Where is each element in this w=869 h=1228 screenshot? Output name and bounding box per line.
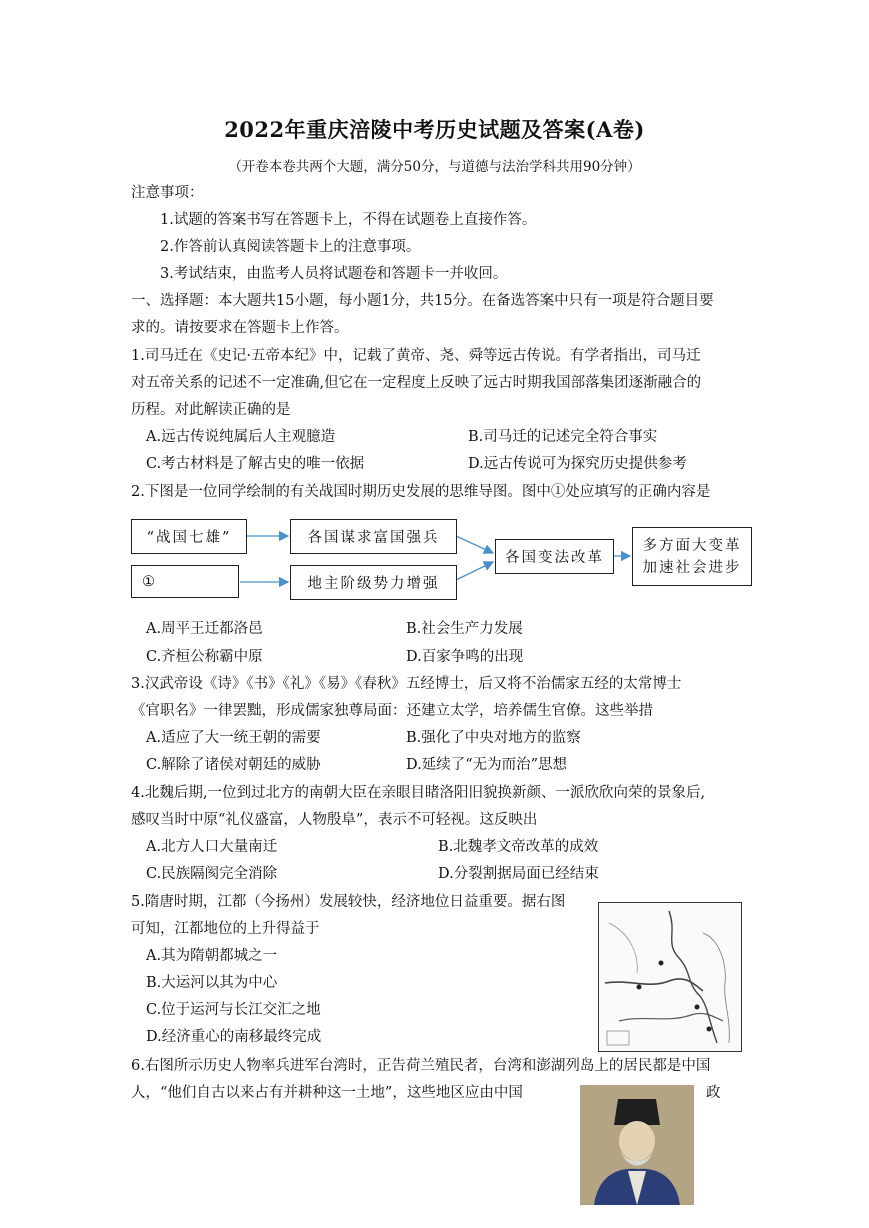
q5-stem: 5.隋唐时期，江都（今扬州）发展较快，经济地位日益重要。据右图 (131, 894, 566, 910)
section-heading-cont: 求的。请按要求在答题卡上作答。 (131, 320, 349, 336)
q1-option-d: D.远古传说可为探究历史提供参考 (468, 456, 687, 472)
q6-stem: 6.右图所示历史人物率兵进军台湾时，正告荷兰殖民者，台湾和澎湖列岛上的居民都是中国 (131, 1058, 711, 1074)
q2-option-c: C.齐桓公称霸中原 (146, 649, 263, 665)
mind-map-box-warring-states: “战国七雄” (131, 519, 247, 554)
q3-stem: 《官职名》一律罢黜，形成儒家独尊局面：还建立太学，培养儒生官僚。这些举措 (131, 703, 653, 719)
q3-option-c: C.解除了诸侯对朝廷的威胁 (146, 757, 321, 773)
q1-stem: 1.司马迁在《史记·五帝本纪》中，记载了黄帝、尧、舜等远古传说。有学者指出，司马迁 (131, 348, 701, 364)
q5-option-a: A.其为隋朝都城之一 (146, 948, 278, 964)
q4-stem: 感叹当时中原“礼仪盛富，人物殷阜”，表示不可轻视。这反映出 (131, 812, 538, 828)
page-title: 2022年重庆涪陵中考历史试题及答案(A卷) (224, 117, 645, 142)
mind-map-box-progress (632, 527, 752, 586)
notice-item: 1.试题的答案书写在答题卡上，不得在试题卷上直接作答。 (160, 212, 537, 228)
q3-option-b: B.强化了中央对地方的监察 (406, 730, 581, 746)
section-heading: 一、选择题：本大题共15小题，每小题1分，共15分。在备选答案中只有一项是符合题目要 (131, 293, 714, 309)
q1-option-b: B.司马迁的记述完全符合事实 (468, 429, 658, 445)
q2-option-b: B.社会生产力发展 (406, 621, 523, 637)
mind-map-box-blank: ① (131, 565, 239, 598)
q4-option-b: B.北魏孝文帝改革的成效 (438, 839, 599, 855)
q1-option-c: C.考古材料是了解古史的唯一依据 (146, 456, 365, 472)
notice-item: 3.考试结束，由监考人员将试题卷和答题卡一并收回。 (160, 266, 508, 282)
historical-figure-portrait-image (580, 1085, 694, 1205)
map-illustration (599, 903, 741, 1051)
q1-option-a: A.远古传说纯属后人主观臆造 (146, 429, 336, 445)
mind-map-box-wealth: 各国谋求富国强兵 (290, 519, 457, 554)
q5-option-b: B.大运河以其为中心 (146, 975, 278, 991)
mind-map-box-reform: 各国变法改革 (495, 539, 614, 574)
q2-option-a: A.周平王迁都洛邑 (146, 621, 263, 637)
q4-option-c: C.民族隔阂完全消除 (146, 866, 278, 882)
portrait-illustration (580, 1085, 694, 1205)
q3-option-d: D.延续了“无为而治”思想 (406, 757, 568, 773)
q1-stem: 历程。对此解读正确的是 (131, 402, 291, 418)
q4-option-d: D.分裂割据局面已经结束 (438, 866, 599, 882)
mind-map-box-progress-line1: 多方面大变革 (642, 537, 742, 554)
notice-heading: 注意事项： (131, 185, 204, 201)
q5-option-c: C.位于运河与长江交汇之地 (146, 1002, 321, 1018)
q1-stem: 对五帝关系的记述不一定准确,但它在一定程度上反映了远古时期我国部落集团逐渐融合的 (131, 375, 702, 391)
q5-stem: 可知，江都地位的上升得益于 (131, 921, 320, 937)
q6-stem: 人，“他们自古以来占有并耕种这一土地”，这些地区应由中国 (131, 1085, 523, 1101)
q4-stem: 4.北魏后期,一位到过北方的南朝大臣在亲眼目睹洛阳旧貌换新颜、一派欣欣向荣的景象后, (131, 785, 706, 801)
mind-map-box-progress-line2: 加速社会进步 (642, 559, 742, 576)
q3-option-a: A.适应了大一统王朝的需要 (146, 730, 321, 746)
q3-stem: 3.汉武帝设《诗》《书》《礼》《易》《春秋》五经博士，后又将不治儒家五经的太常博士 (131, 676, 682, 692)
notice-item: 2.作答前认真阅读答题卡上的注意事项。 (160, 239, 421, 255)
q2-option-d: D.百家争鸣的出现 (406, 649, 524, 665)
page-subtitle: （开卷本卷共两个大题，满分50分，与道德与法治学科共用90分钟） (228, 159, 641, 175)
q2-stem: 2.下图是一位同学绘制的有关战国时期历史发展的思维导图。图中①处应填写的正确内容是 (131, 484, 711, 500)
q6-stem-end: 政 (706, 1085, 721, 1101)
mind-map-box-landlord: 地主阶级势力增强 (290, 565, 457, 600)
grand-canal-map-image (598, 902, 742, 1052)
q4-option-a: A.北方人口大量南迁 (146, 839, 278, 855)
q5-option-d: D.经济重心的南移最终完成 (146, 1029, 322, 1045)
